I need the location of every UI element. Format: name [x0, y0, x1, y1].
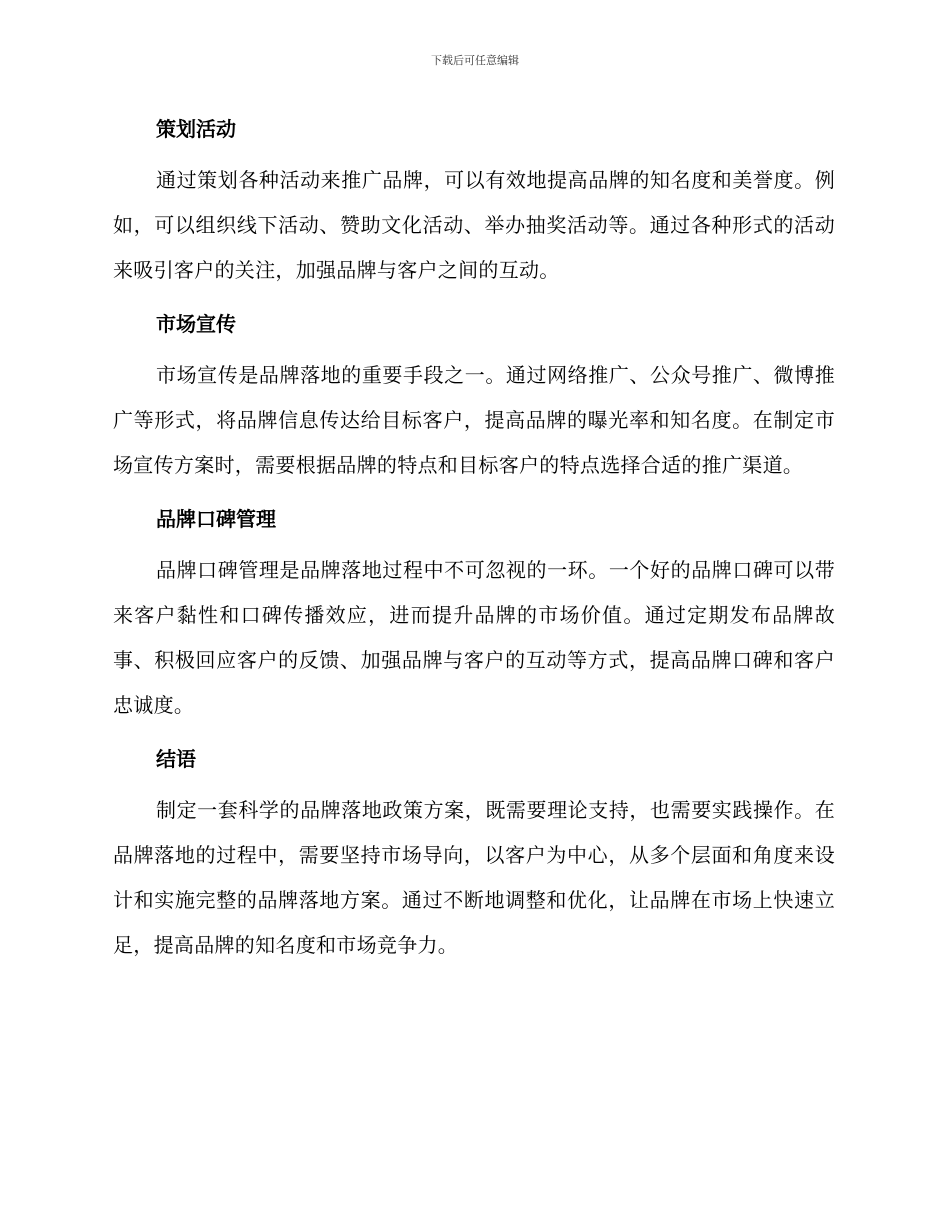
section-heading: 市场宣传 — [156, 312, 236, 336]
section-paragraph: 通过策划各种活动来推广品牌，可以有效地提高品牌的知名度和美誉度。例如，可以组织线下活动、赞助文化活动、举办抽奖活动等。通过各种形式的活动来吸引客户的关注，加强品牌与客户之间的互动。 — [113, 168, 835, 282]
section-heading: 品牌口碑管理 — [156, 507, 276, 531]
section-market-promotion — [113, 307, 835, 488]
section-reputation-management — [113, 502, 835, 728]
section-planning-activities — [113, 112, 835, 293]
page-header-note: 下载后可任意编辑 — [431, 54, 519, 67]
section-paragraph: 制定一套科学的品牌落地政策方案，既需要理论支持，也需要实践操作。在品牌落地的过程中，需要坚持市场导向，以客户为中心，从多个层面和角度来设计和实施完整的品牌落地方案。通过不断地调整和优化，让品牌在市场上快速立足，提高品牌的知名度和市场竞争力。 — [113, 798, 835, 957]
document-body — [113, 112, 835, 982]
section-heading: 结语 — [156, 747, 196, 771]
section-paragraph: 品牌口碑管理是品牌落地过程中不可忽视的一环。一个好的品牌口碑可以带来客户黏性和口碑传播效应，进而提升品牌的市场价值。通过定期发布品牌故事、积极回应客户的反馈、加强品牌与客户的互动等方式，提高品牌口碑和客户忠诚度。 — [113, 558, 835, 717]
section-paragraph: 市场宣传是品牌落地的重要手段之一。通过网络推广、公众号推广、微博推广等形式，将品牌信息传达给目标客户，提高品牌的曝光率和知名度。在制定市场宣传方案时，需要根据品牌的特点和目标客户的特点选择合适的推广渠道。 — [113, 363, 835, 477]
section-conclusion — [113, 742, 835, 968]
section-heading: 策划活动 — [156, 117, 236, 141]
